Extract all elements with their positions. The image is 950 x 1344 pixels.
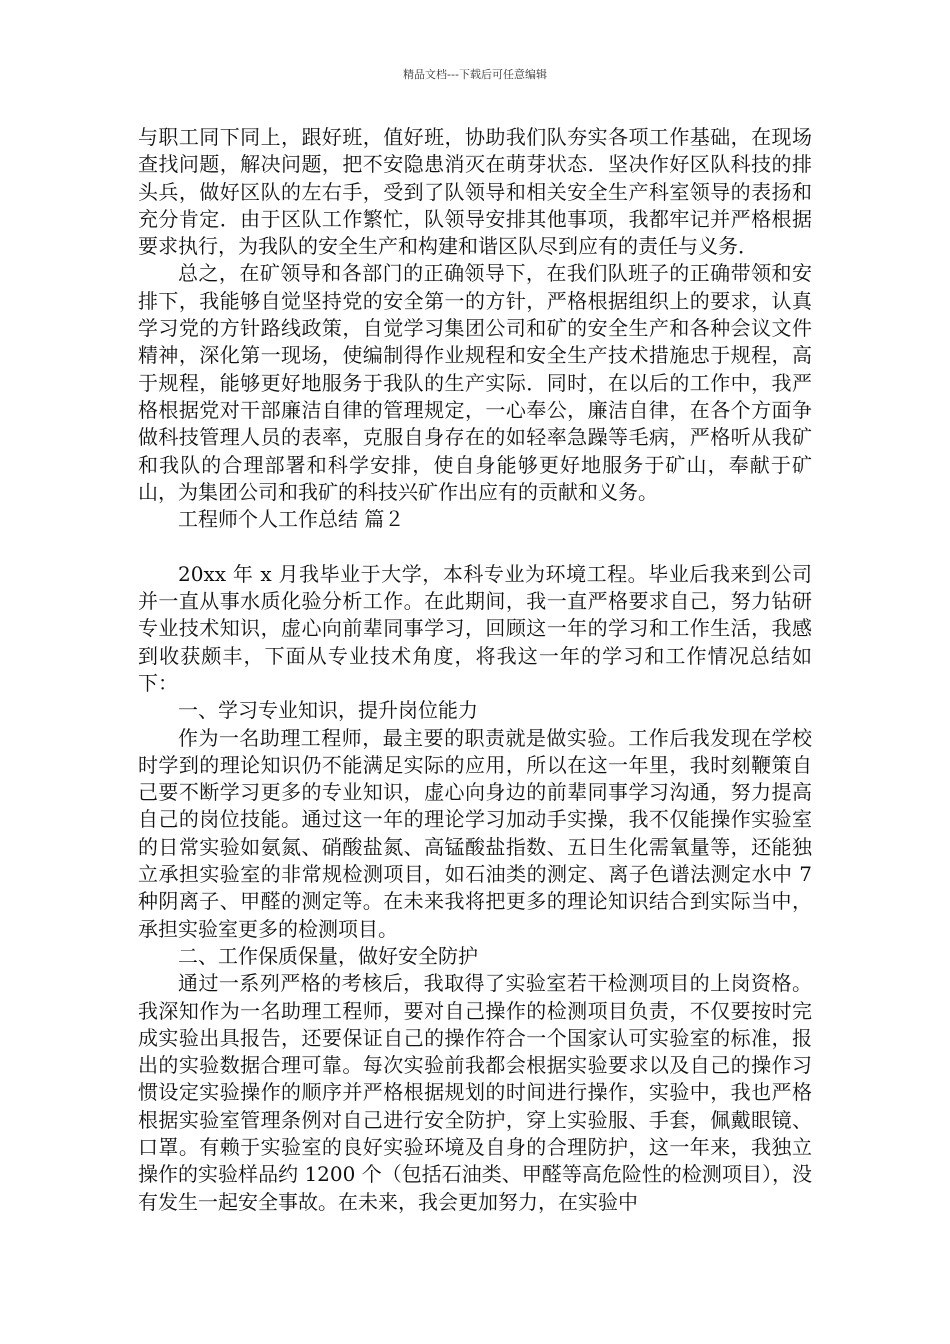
blank-line xyxy=(138,533,812,560)
document-body xyxy=(138,124,812,1216)
section-heading-1: 一、学习专业知识，提升岗位能力 xyxy=(178,698,478,723)
paragraph-duty: 与职工同下同上，跟好班，值好班，协助我们队夯实各项工作基础，在现场查找问题，解决问题，把不安隐患消灭在萌芽状态．坚决作好区队科技的排头兵，做好区队的左右手，受到了队领导和相关安全生产科室领导的表扬和充分肯定．由于区队工作繁忙，队领导安排其他事项，我都牢记并严格根据要求执行，为我队的安全生产和构建和谐区队尽到应有的责任与义务． xyxy=(138,125,812,259)
section-title: 工程师个人工作总结 篇２ xyxy=(178,507,405,532)
paragraph-safety: 通过一系列严格的考核后，我取得了实验室若干检测项目的上岗资格。我深知作为一名助理工程师，要对自己操作的检测项目负责，不仅要按时完成实验出具报告，还要保证自己的操作符合一个国家认可实验室的标准，报出的实验数据合理可靠。每次实验前我都会根据实验要求以及自己的操作习惯设定实验操作的顺序并严格根据规划的时间进行操作，实验中，我也严格根据实验室管理条例对自己进行安全防护，穿上实验服、手套，佩戴眼镜、口罩。有赖于实验室的良好实验环境及自身的合理防护，这一年来，我独立操作的实验样品约 1200 个（包括石油类、甲醛等高危险性的检测项目），没有发生一起安全事故。在未来，我会更加努力，在实验中 xyxy=(138,971,812,1214)
paragraph-summary: 总之，在矿领导和各部门的正确领导下，在我们队班子的正确带领和安排下，我能够自觉坚持党的安全第一的方针，严格根据组织上的要求，认真学习党的方针路线政策，自觉学习集团公司和矿的安全生产和各种会议文件精神，深化第一现场，使编制得作业规程和安全生产技术措施忠于规程，高于规程，能够更好地服务于我队的生产实际．同时，在以后的工作中，我严格根据党对干部廉洁自律的管理规定，一心奉公，廉洁自律，在各个方面争做科技管理人员的表率，克服自身存在的如轻率急躁等毛病，严格听从我矿和我队的合理部署和科学安排，使自身能够更好地服务于矿山，奉献于矿山，为集团公司和我矿的科技兴矿作出应有的贡献和义务。 xyxy=(138,261,812,504)
paragraph-intro: 20xx 年 x 月我毕业于大学，本科专业为环境工程。毕业后我来到公司并一直从事水质化验分析工作。在此期间，我一直严格要求自己，努力钻研专业技术知识，虚心向前辈同事学习，回顾这一年的学习和工作生活，我感到收获颇丰，下面从专业技术角度，将我这一年的学习和工作情况总结如下： xyxy=(138,561,812,695)
page-header: 精品文档---下载后可任意编辑 xyxy=(403,68,547,81)
section-heading-2: 二、工作保质保量，做好安全防护 xyxy=(178,943,478,968)
paragraph-study: 作为一名助理工程师，最主要的职责就是做实验。工作后我发现在学校时学到的理论知识仍不能满足实际的应用，所以在这一年里，我时刻鞭策自己要不断学习更多的专业知识，虚心向身边的前辈同事学习沟通，努力提高自己的岗位技能。通过这一年的理论学习加动手实操，我不仅能操作实验室的日常实验如氨氮、硝酸盐氮、高锰酸盐指数、五日生化需氧量等，还能独立承担实验室的非常规检测项目，如石油类的测定、离子色谱法测定水中 7 种阴离子、甲醛的测定等。在未来我将把更多的理论知识结合到实际当中，承担实验室更多的检测项目。 xyxy=(138,725,812,941)
